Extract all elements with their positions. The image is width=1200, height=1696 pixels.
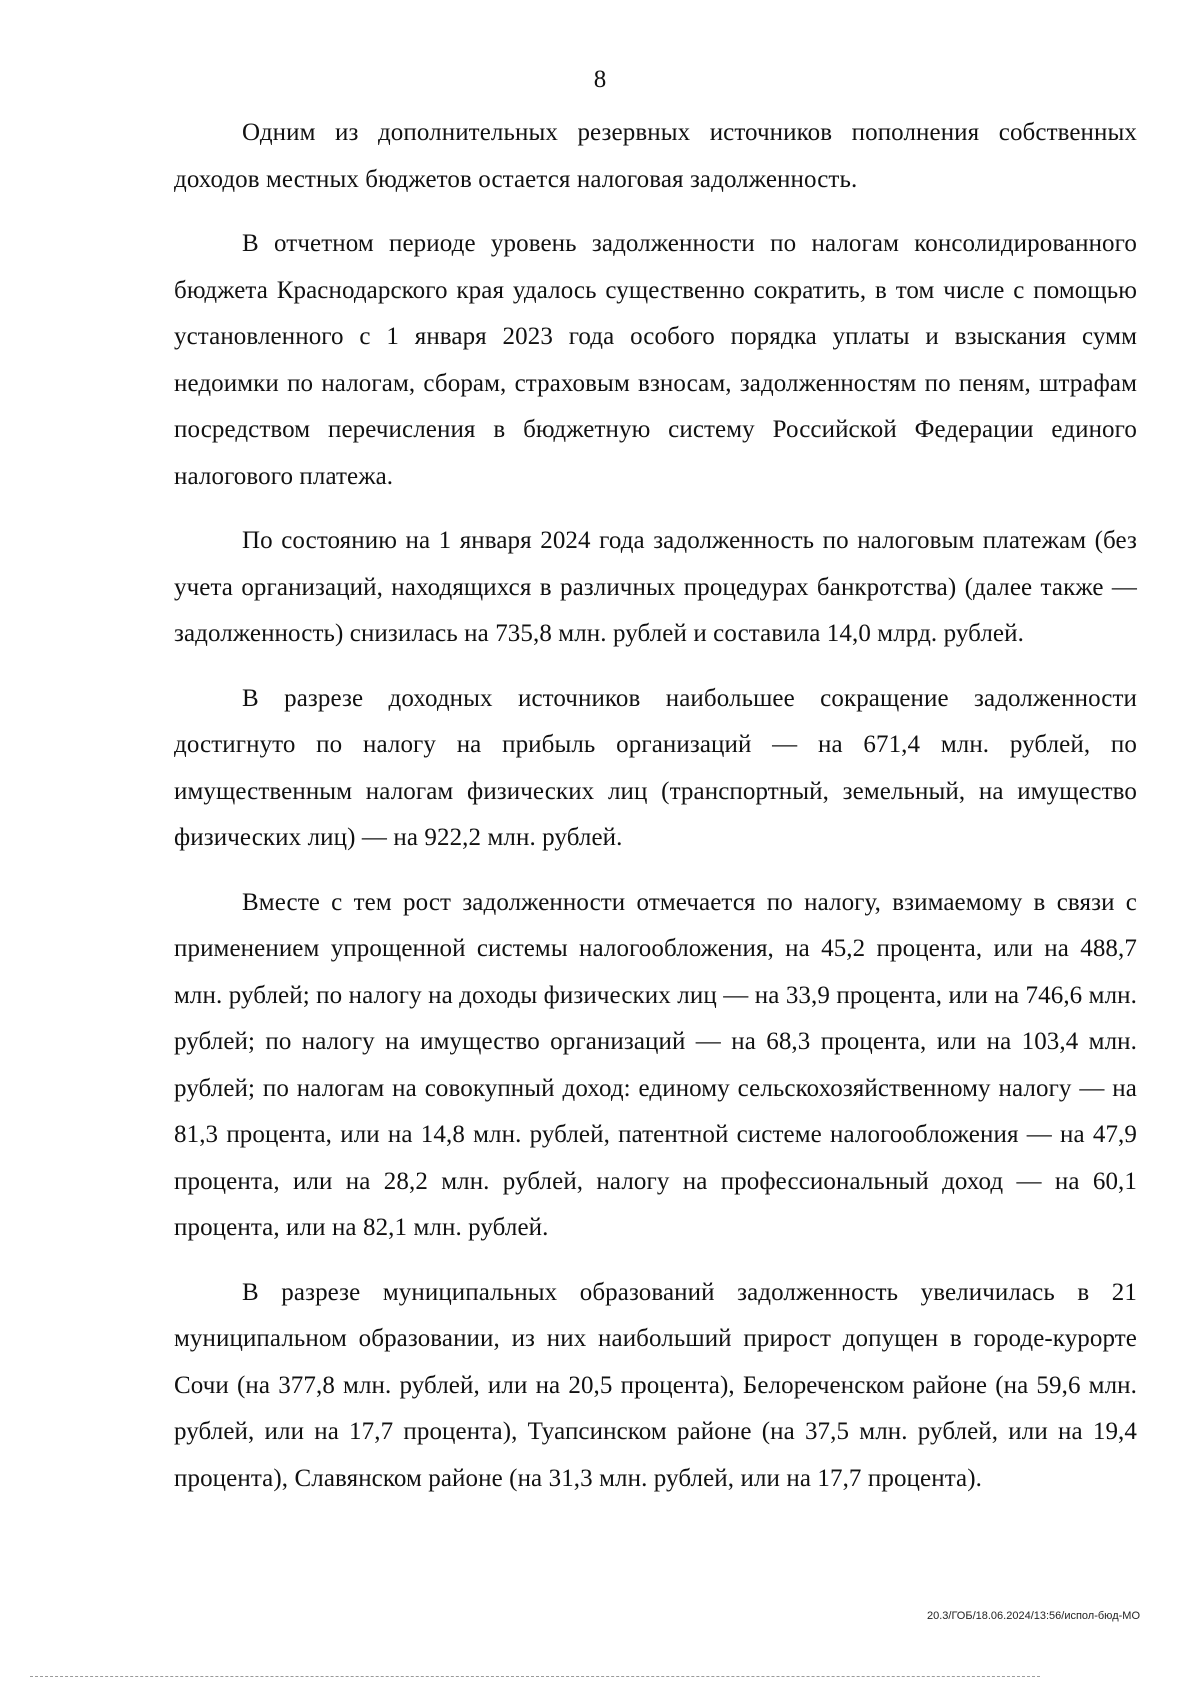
paragraph-income-sources: В разрезе доходных источников наибольшее сокращение задолженности достигнуто по налогу на прибыль организаций — на 671,4 млн. рублей, по имущественным налогам физических лиц (транспортный, земельный, на имущество физических лиц) — на 922,2 млн. рублей. (174, 684, 1137, 851)
paragraph-tax-debt-intro: Одним из дополнительных резервных источников пополнения собственных доходов местных бюджетов остается налоговая задолженность. (174, 119, 1137, 193)
paragraph-debt-status: По состоянию на 1 января 2024 года задолженность по налоговым платежам (без учета организаций, находящихся в различных процедурах банкротства) (далее также — задолженность) снизилась на 735,8 млн. рублей и составила 14,0 млрд. рублей. (174, 527, 1137, 647)
document-body (174, 110, 1137, 1520)
paragraph-debt-growth: Вместе с тем рост задолженности отмечается по налогу, взимаемому в связи с применением упрощенной системы налогообложения, на 45,2 процента, или на 488,7 млн. рублей; по налогу на доходы физических лиц — на 33,9 процента, или на 746,6 млн. рублей; по налогу на имущество организаций — на 68,3 процента, или на 103,4 млн. рублей; по налогам на совокупный доход: единому сельскохозяйственному налогу — на 81,3 процента, или на 14,8 млн. рублей, патентной системе налогообложения — на 47,9 процента, или на 28,2 млн. рублей, налогу на профессиональный доход — на 60,1 процента, или на 82,1 млн. рублей. (174, 888, 1137, 1241)
paragraph-debt-reduction: В отчетном периоде уровень задолженности по налогам консолидированного бюджета Краснодарского края удалось существенно сократить, в том числе с помощью установленного с 1 января 2023 года особого порядка уплаты и взыскания сумм недоимки по налогам, сборам, страховым взносам, задолженностям по пеням, штрафам посредством перечисления в бюджетную систему Российской Федерации единого налогового платежа. (174, 230, 1137, 490)
bottom-divider (30, 1676, 1040, 1677)
paragraph-municipalities: В разрезе муниципальных образований задолженность увеличилась в 21 муниципальном образовании, из них наибольший прирост допущен в городе-курорте Сочи (на 377,8 млн. рублей, или на 20,5 процента), Белореченском районе (на 59,6 млн. рублей, или на 17,7 процента), Туапсинском районе (на 37,5 млн. рублей, или на 19,4 процента), Славянском районе (на 31,3 млн. рублей, или на 17,7 процента). (174, 1278, 1137, 1492)
footer-reference: 20.3/ГОБ/18.06.2024/13:56/испол-бюд-МО (927, 1610, 1140, 1622)
page-number: 8 (593, 66, 607, 93)
